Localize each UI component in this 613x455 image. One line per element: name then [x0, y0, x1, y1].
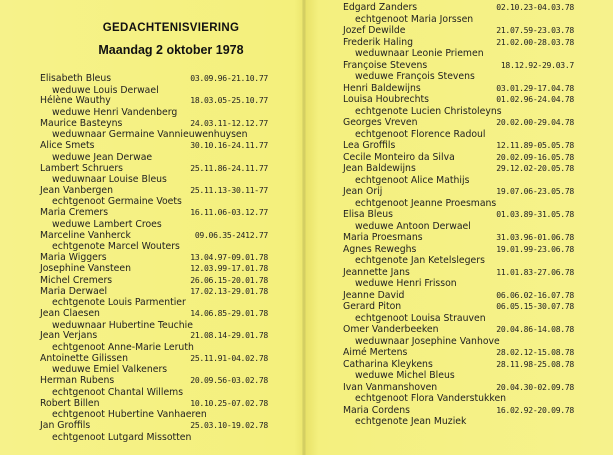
memorial-entry [40, 163, 268, 185]
life-dates: 02.10.23-04.03.78 [496, 2, 574, 12]
memorial-entry [343, 37, 574, 60]
life-dates: 13.04.97-09.01.78 [190, 252, 268, 263]
entry-header-row [343, 2, 574, 14]
deceased-name: Gerard Piton [343, 301, 402, 313]
relation-line: weduwe Jean Derwae [52, 151, 153, 163]
memorial-entry [343, 2, 574, 25]
life-dates: 20.02.09-16.05.78 [496, 151, 574, 162]
life-dates: 28.02.12-15.08.78 [496, 347, 574, 358]
memorial-entry [40, 398, 268, 420]
deceased-name: Antoinette Gilissen [40, 352, 128, 364]
deceased-name: Marceline Vanherck [40, 229, 131, 241]
entry-header-row [343, 405, 574, 417]
life-dates: 18.12.92-29.03.7 [500, 59, 574, 70]
memorial-entry [40, 207, 268, 229]
deceased-name: Aimé Mertens [343, 347, 408, 359]
deceased-name: Maria Proesmans [343, 232, 423, 244]
life-dates: 03.01.29-17.04.78 [496, 82, 574, 93]
memorial-entry [343, 117, 574, 140]
memorial-entry [40, 185, 268, 207]
relation-line: echtgenote Jean Muziek [355, 416, 467, 428]
entry-header-row [40, 185, 268, 197]
memorial-entry [343, 83, 574, 95]
memorial-entry [343, 405, 574, 428]
memorial-entry [40, 420, 268, 442]
deceased-name: Jean Claesen [40, 308, 100, 320]
life-dates: 03.09.96-21.10.77 [190, 73, 268, 83]
entry-header-row [343, 83, 574, 95]
deceased-name: Agnes Reweghs [343, 243, 417, 255]
relation-line: echtgenote Marcel Wouters [52, 241, 180, 253]
relation-line: weduwe Emiel Valkeners [52, 364, 168, 376]
entry-header-row [343, 94, 574, 106]
deceased-name: Maurice Basteyns [40, 117, 123, 129]
entry-header-row [343, 152, 574, 164]
life-dates: 19.01.99-23.06.78 [496, 243, 574, 254]
memorial-entry [343, 301, 574, 324]
memorial-entry [343, 290, 574, 302]
entry-header-row [343, 290, 574, 302]
memorial-entry [40, 275, 268, 286]
memorial-entry [343, 347, 574, 359]
relation-line: echtgenote Louis Parmentier [52, 297, 186, 309]
relation-line: echtgenoot Hubertine Vanhaeren [52, 409, 207, 421]
life-dates: 25.11.13-30.11-77 [190, 184, 268, 195]
deceased-name: Louisa Houbrechts [343, 94, 429, 106]
relation-line: weduwe Michel Bleus [355, 370, 455, 382]
entry-header-row [343, 267, 574, 279]
memorial-entry [40, 118, 268, 140]
entry-header-row [343, 301, 574, 313]
life-dates: 20.02.00-29.04.78 [496, 117, 574, 128]
memorial-entry [343, 244, 574, 267]
life-dates: 21.07.59-23.03.78 [496, 25, 574, 35]
memorial-entry [40, 330, 268, 352]
deceased-name: Robert Billen [40, 397, 100, 409]
entry-header-row [343, 140, 574, 152]
entry-header-row [40, 375, 268, 387]
memorial-entry [343, 25, 574, 37]
entry-header-row [40, 118, 268, 130]
life-dates: 25.03.10-19.02.78 [190, 420, 268, 431]
memorial-entry [40, 95, 268, 117]
deceased-name: Herman Rubens [40, 375, 115, 387]
memorial-entry [343, 60, 574, 83]
entry-header-row [40, 308, 268, 320]
deceased-name: Jeanne David [343, 289, 405, 301]
deceased-name: Jean Verjans [40, 330, 98, 342]
relation-line: echtgenoot Alice Mathijs [355, 174, 470, 186]
life-dates: 30.10.16-24.11.77 [190, 140, 268, 151]
memorial-entry [343, 232, 574, 244]
deceased-name: Henri Baldewijns [343, 82, 421, 94]
entry-header-row [40, 398, 268, 410]
life-dates: 20.09.56-03.02.78 [190, 375, 268, 386]
deceased-name: Michel Cremers [40, 274, 113, 286]
relation-line: echtgenoot Maria Jorssen [355, 13, 474, 25]
deceased-name: Edgard Zanders [343, 2, 418, 13]
page-title: GEDACHTENISVIERING [102, 22, 240, 34]
memorial-entry [343, 140, 574, 152]
entry-header-row [343, 359, 574, 371]
relation-line: weduwe Henri Frisson [355, 278, 457, 290]
relation-line: echtgenoot Lutgard Missotten [52, 431, 192, 443]
entry-header-row [343, 324, 574, 336]
relation-line: echtgenoot Chantal Willems [52, 386, 184, 398]
relation-line: weduwe Lambert Croes [52, 218, 162, 230]
deceased-name: Georges Vreven [343, 117, 418, 129]
deceased-name: Cecile Monteiro da Silva [343, 151, 455, 163]
right-memorial-list [343, 2, 574, 428]
deceased-name: Maria Wiggers [40, 252, 107, 264]
memorial-entry [343, 94, 574, 117]
entry-header-row [40, 207, 268, 219]
relation-line: weduwe Henri Vandenberg [52, 106, 178, 118]
memorial-entry [343, 152, 574, 164]
life-dates: 17.02.13-29.01.78 [190, 285, 268, 296]
memorial-entry [343, 324, 574, 347]
life-dates: 01.02.96-24.04.78 [496, 94, 574, 105]
relation-line: weduwnaar Louise Bleus [52, 174, 167, 186]
deceased-name: Elisabeth Bleus [40, 73, 112, 84]
deceased-name: Hélène Wauthy [40, 95, 111, 107]
entry-header-row [343, 244, 574, 256]
deceased-name: Frederik Haling [343, 36, 414, 48]
relation-line: echtgenote Lucien Christoleyns [355, 105, 502, 117]
entry-header-row [40, 353, 268, 365]
deceased-name: Jozef Dewilde [343, 25, 406, 36]
relation-line: weduwnaar Hubertine Teuchie [52, 319, 193, 331]
entry-header-row [40, 263, 268, 275]
relation-line: weduwe Antoon Derwael [355, 220, 471, 232]
memorial-entry [40, 73, 268, 95]
deceased-name: Jean Orij [343, 186, 383, 198]
entry-header-row [40, 163, 268, 175]
memorial-entry [40, 308, 268, 330]
relation-line: echtgenoot Louisa Strauven [355, 312, 486, 324]
relation-line: weduwe François Stevens [355, 71, 475, 83]
deceased-name: Jean Baldewijns [343, 163, 416, 175]
relation-line: echtgenoot Germaine Voets [52, 196, 182, 208]
entry-header-row [40, 140, 268, 152]
deceased-name: Catharina Kleykens [343, 358, 433, 370]
deceased-name: Omer Vanderbeeken [343, 324, 439, 336]
entry-header-row [343, 382, 574, 394]
relation-line: echtgenoot Anne-Marie Leruth [52, 341, 194, 353]
entry-header-row [343, 347, 574, 359]
deceased-name: Maria Cordens [343, 404, 410, 416]
deceased-name: Alice Smets [40, 140, 95, 152]
life-dates: 11.01.83-27.06.78 [496, 266, 574, 277]
deceased-name: Lambert Schruers [40, 162, 123, 174]
relation-line: echtgenoot Florence Radoul [355, 128, 486, 140]
entry-header-row [40, 330, 268, 342]
life-dates: 06.05.15-30.07.78 [496, 301, 574, 312]
deceased-name: Ivan Vanmanshoven [343, 381, 438, 393]
deceased-name: Jan Groffils [40, 420, 91, 432]
memorial-entry [40, 140, 268, 162]
relation-line: echtgenoot Jeanne Proesmans [355, 197, 497, 209]
life-dates: 24.03.11-12.12.77 [190, 117, 268, 128]
life-dates: 09.06.35-2412.77 [194, 229, 268, 240]
life-dates: 16.11.06-03.12.77 [190, 207, 268, 218]
deceased-name: Lea Groffils [343, 140, 396, 152]
life-dates: 28.11.98-25.08.78 [496, 358, 574, 369]
entry-header-row [40, 73, 268, 85]
entry-header-row [343, 186, 574, 198]
memorial-entry [343, 186, 574, 209]
memorial-entry [40, 263, 268, 274]
entry-header-row [40, 275, 268, 287]
life-dates: 29.12.02-20.05.78 [496, 163, 574, 174]
entry-header-row [40, 252, 268, 264]
life-dates: 21.08.14-29.01.78 [190, 330, 268, 341]
memorial-entry [40, 353, 268, 375]
relation-line: weduwnaar Germaine Vannieuwenhuysen [52, 129, 248, 141]
life-dates: 20.04.30-02.09.78 [496, 381, 574, 392]
life-dates: 19.07.06-23.05.78 [496, 186, 574, 197]
life-dates: 25.11.86-24.11.77 [190, 162, 268, 173]
memorial-entry [40, 230, 268, 252]
entry-header-row [343, 232, 574, 244]
relation-line: weduwe Louis Derwael [52, 84, 159, 96]
memorial-entry [40, 286, 268, 308]
deceased-name: Françoise Stevens [343, 59, 428, 71]
deceased-name: Josephine Vansteen [40, 263, 131, 275]
life-dates: 20.04.86-14.08.78 [496, 324, 574, 335]
deceased-name: Maria Cremers [40, 207, 109, 219]
life-dates: 12.11.89-05.05.78 [496, 140, 574, 151]
memorial-entry [343, 359, 574, 382]
left-memorial-list [40, 73, 268, 442]
deceased-name: Maria Derwael [40, 285, 108, 297]
entry-header-row [40, 420, 268, 432]
life-dates: 06.06.02-16.07.78 [496, 289, 574, 300]
entry-header-row [343, 60, 574, 72]
page-fold [302, 0, 306, 455]
relation-line: echtgenote Jan Ketelslegers [355, 255, 485, 267]
entry-header-row [343, 209, 574, 221]
relation-line: weduwnaar Leonie Priemen [355, 48, 484, 60]
entry-header-row [343, 25, 574, 37]
life-dates: 14.06.85-29.01.78 [190, 308, 268, 319]
life-dates: 31.03.96-01.06.78 [496, 232, 574, 243]
memorial-entry [343, 209, 574, 232]
entry-header-row [40, 286, 268, 298]
relation-line: echtgenoot Flora Vanderstukken [355, 393, 507, 405]
memorial-entry [40, 375, 268, 397]
life-dates: 21.02.00-28.03.78 [496, 36, 574, 47]
relation-line: weduwnaar Josephine Vanhove [355, 335, 500, 347]
memorial-entry [40, 252, 268, 263]
entry-header-row [40, 230, 268, 242]
life-dates: 18.03.05-25.10.77 [190, 95, 268, 106]
entry-header-row [343, 37, 574, 49]
life-dates: 16.02.92-20.09.78 [496, 404, 574, 415]
deceased-name: Jean Vanbergen [40, 184, 114, 196]
entry-header-row [343, 163, 574, 175]
entry-header-row [40, 95, 268, 107]
deceased-name: Elisa Bleus [343, 209, 393, 221]
memorial-entry [343, 382, 574, 405]
deceased-name: Jeannette Jans [343, 266, 410, 278]
page-subtitle: Maandag 2 oktober 1978 [98, 43, 244, 57]
life-dates: 25.11.91-04.02.78 [190, 352, 268, 363]
entry-header-row [343, 117, 574, 129]
life-dates: 12.03.99-17.01.78 [190, 263, 268, 274]
life-dates: 26.06.15-20.01.78 [190, 274, 268, 285]
life-dates: 10.10.25-07.02.78 [190, 397, 268, 408]
memorial-entry [343, 163, 574, 186]
memorial-entry [343, 267, 574, 290]
life-dates: 01.03.89-31.05.78 [496, 209, 574, 220]
